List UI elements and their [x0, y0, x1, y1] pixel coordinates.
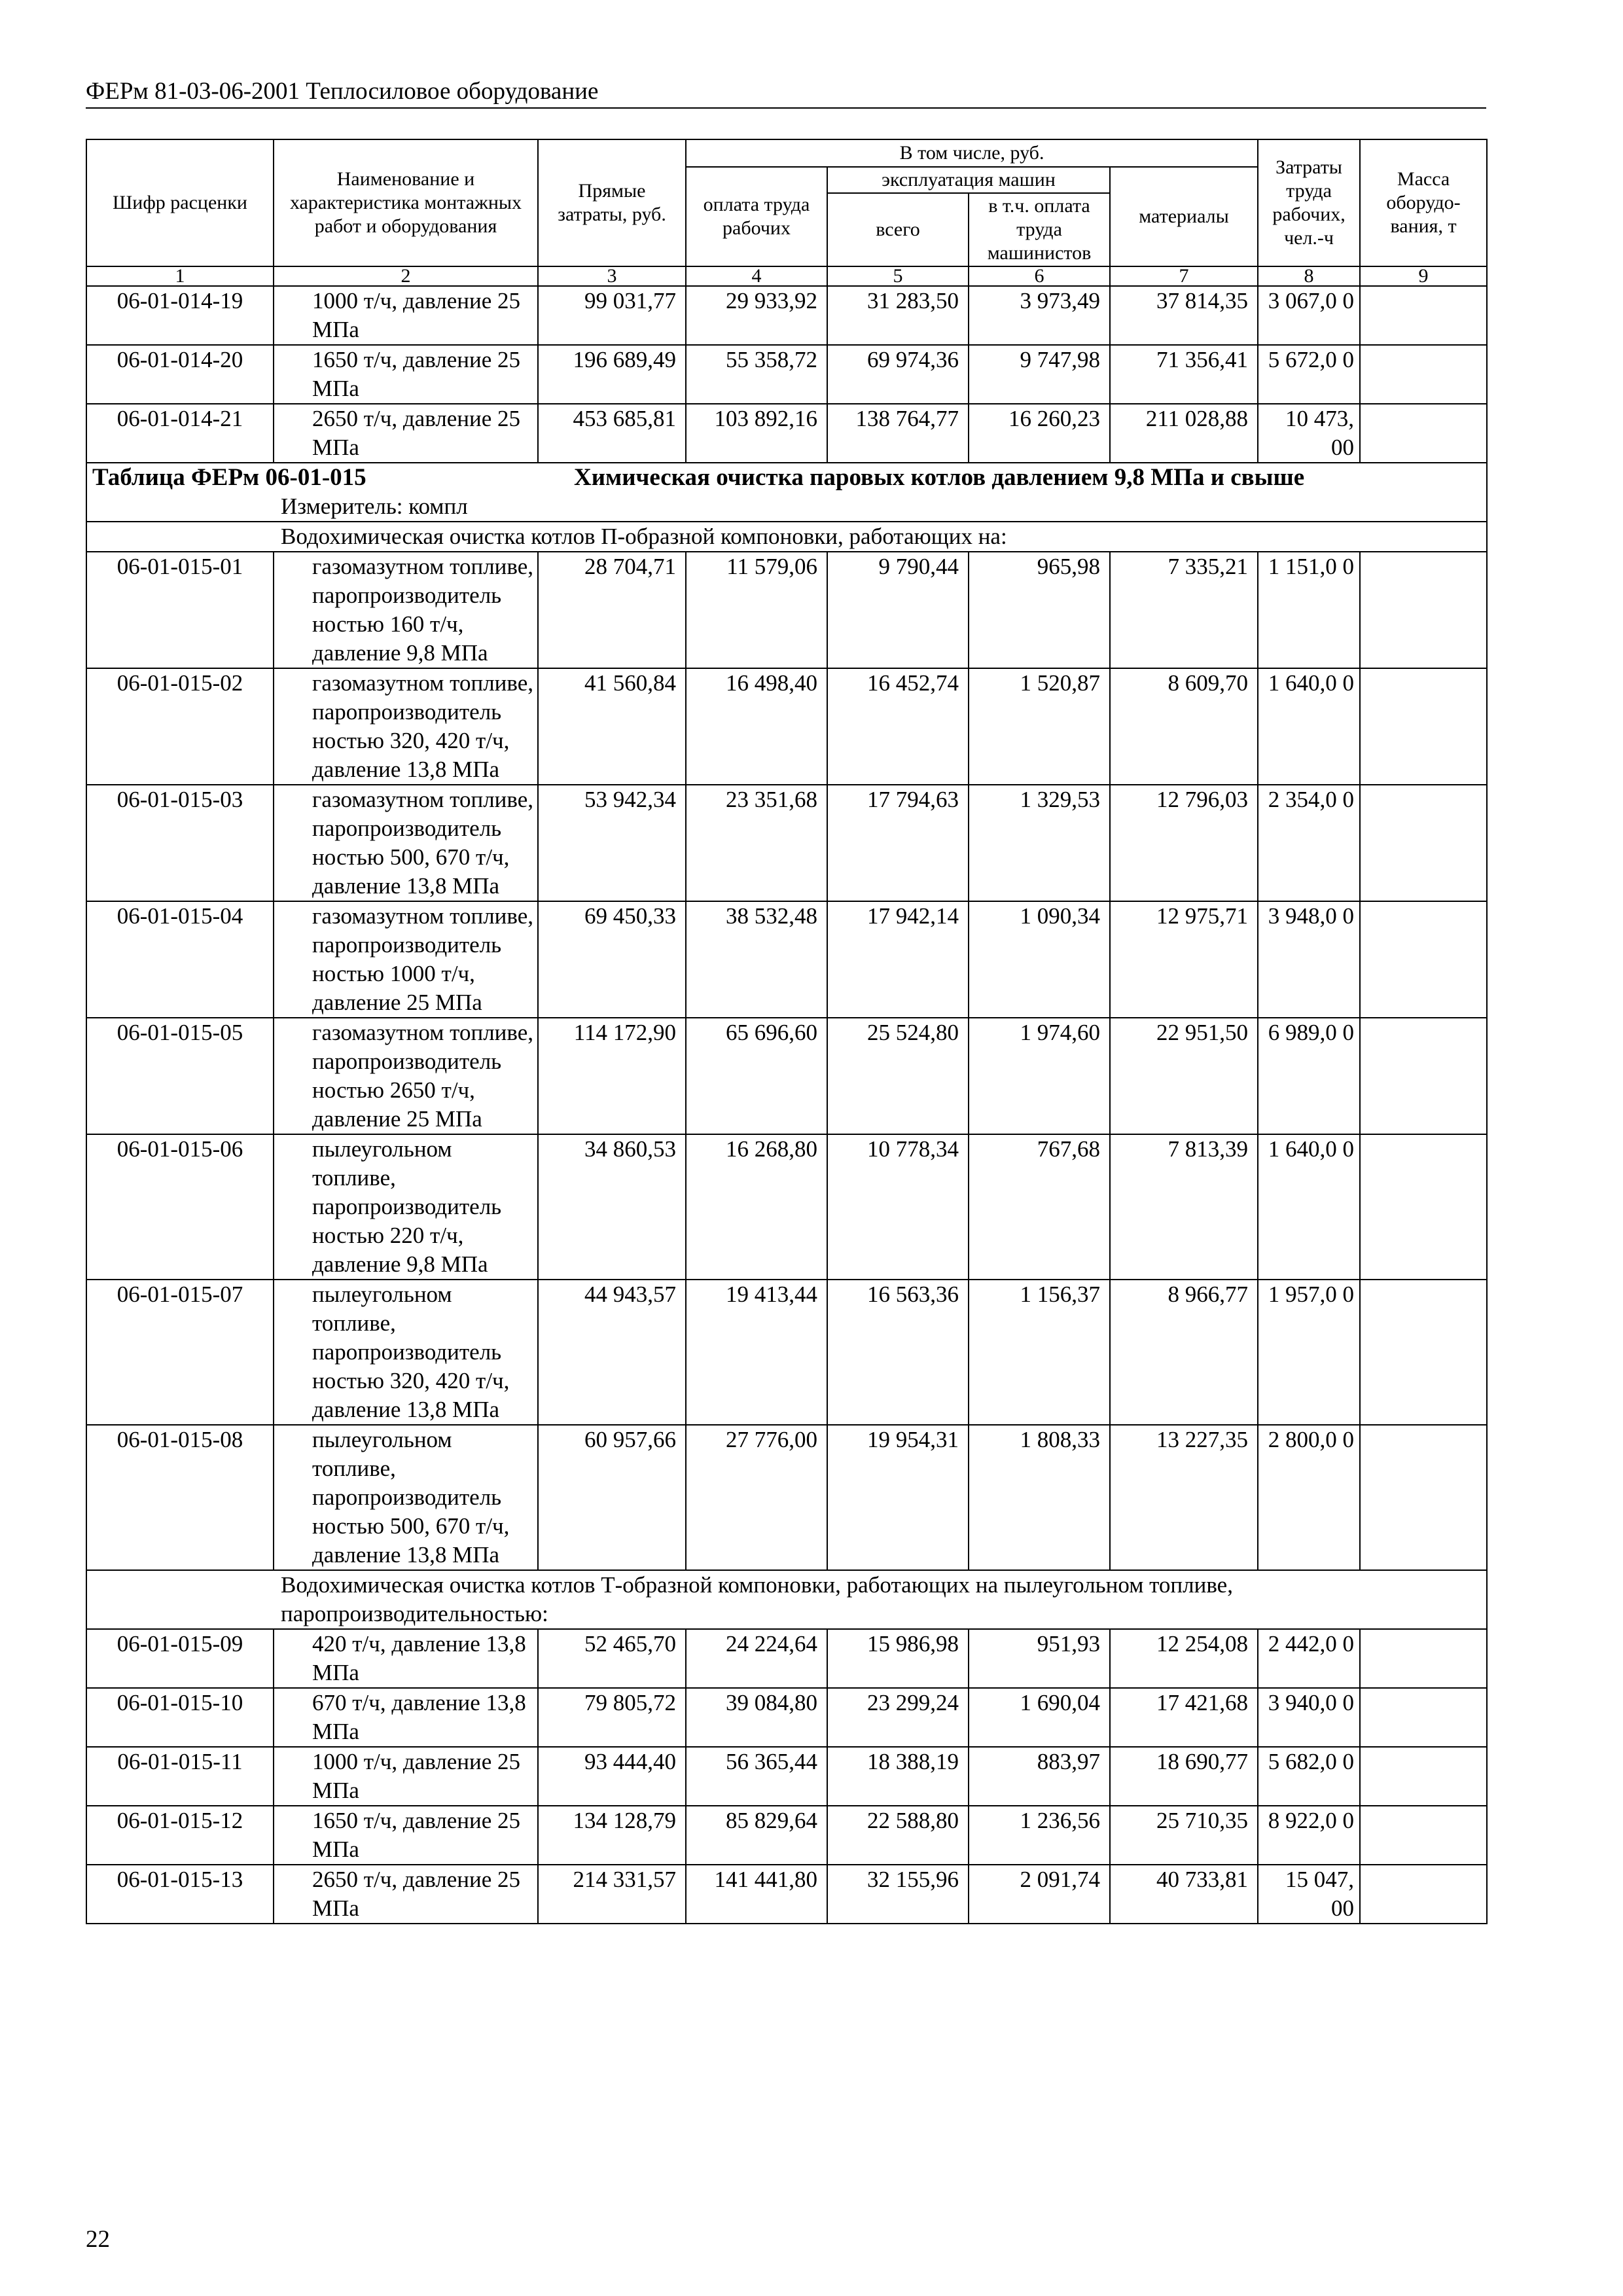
cell-machines-total: 15 986,98: [827, 1629, 969, 1688]
cell-code: 06-01-015-10: [86, 1688, 274, 1747]
cell-machines-wages: 1 974,60: [969, 1018, 1110, 1134]
cell-name: газомазутном топливе, паропроизводитель ностью 500, 670 т/ч, давление 13,8 МПа: [274, 785, 538, 901]
table-code-title: Таблица ФЕРм 06-01-015: [92, 464, 366, 491]
cell-name: 670 т/ч, давление 13,8 МПа: [274, 1688, 538, 1747]
cell-machines-total: 16 452,74: [827, 668, 969, 785]
cell-machines-total: 32 155,96: [827, 1865, 969, 1924]
cell-materials: 71 356,41: [1110, 345, 1258, 404]
col-direct-header: Прямые затраты, руб.: [538, 139, 686, 266]
cell-labor: 3 067,0 0: [1258, 286, 1360, 345]
table-head: [86, 139, 1487, 286]
cell-materials: 12 796,03: [1110, 785, 1258, 901]
col-mass-header: Масса оборудо-вания, т: [1360, 139, 1487, 266]
cell-machines-wages: 1 090,34: [969, 901, 1110, 1018]
cell-materials: 22 951,50: [1110, 1018, 1258, 1134]
cell-mass: [1360, 1629, 1487, 1688]
table-row: [86, 1018, 1487, 1134]
cell-mass: [1360, 404, 1487, 463]
cell-direct-costs: 196 689,49: [538, 345, 686, 404]
cell-materials: 12 975,71: [1110, 901, 1258, 1018]
column-numbers-row: [86, 266, 1487, 286]
cell-labor: 6 989,0 0: [1258, 1018, 1360, 1134]
cell-mass: [1360, 1747, 1487, 1806]
cell-machines-total: 25 524,80: [827, 1018, 969, 1134]
table-row: [86, 345, 1487, 404]
cell-machines-total: 9 790,44: [827, 552, 969, 668]
cell-code: 06-01-015-04: [86, 901, 274, 1018]
col-number: 2: [274, 266, 538, 286]
table-row: [86, 1629, 1487, 1688]
cell-labor: 5 682,0 0: [1258, 1747, 1360, 1806]
section-2-block: [86, 1570, 1487, 1629]
cell-wages: 19 413,44: [686, 1280, 827, 1425]
cell-machines-total: 69 974,36: [827, 345, 969, 404]
cell-name: 1000 т/ч, давление 25 МПа: [274, 286, 538, 345]
table-row: [86, 785, 1487, 901]
col-machines-header: эксплуатация машин: [827, 167, 1110, 193]
table-meter: Измеритель: компл: [86, 492, 1487, 522]
cell-code: 06-01-015-13: [86, 1865, 274, 1924]
cell-wages: 23 351,68: [686, 785, 827, 901]
cell-materials: 13 227,35: [1110, 1425, 1258, 1570]
cell-code: 06-01-015-07: [86, 1280, 274, 1425]
table-row: [86, 404, 1487, 463]
col-number: 5: [827, 266, 969, 286]
cell-materials: 7 335,21: [1110, 552, 1258, 668]
cell-machines-wages: 3 973,49: [969, 286, 1110, 345]
cell-code: 06-01-014-20: [86, 345, 274, 404]
cell-mass: [1360, 785, 1487, 901]
cell-materials: 18 690,77: [1110, 1747, 1258, 1806]
table-body-015-t: [86, 1629, 1487, 1924]
cell-code: 06-01-015-05: [86, 1018, 274, 1134]
cell-labor: 1 151,0 0: [1258, 552, 1360, 668]
cell-code: 06-01-015-09: [86, 1629, 274, 1688]
cell-machines-total: 17 794,63: [827, 785, 969, 901]
cell-labor: 2 800,0 0: [1258, 1425, 1360, 1570]
cell-code: 06-01-015-06: [86, 1134, 274, 1280]
cell-machines-wages: 1 329,53: [969, 785, 1110, 901]
cell-machines-total: 138 764,77: [827, 404, 969, 463]
cell-machines-total: 17 942,14: [827, 901, 969, 1018]
price-table-wrapper: [86, 139, 1486, 1924]
cell-name: газомазутном топливе, паропроизводитель ностью 1000 т/ч, давление 25 МПа: [274, 901, 538, 1018]
cell-machines-wages: 965,98: [969, 552, 1110, 668]
cell-machines-wages: 1 808,33: [969, 1425, 1110, 1570]
section-heading: Водохимическая очистка котлов П-образной компоновки, работающих на:: [86, 522, 1487, 552]
table-body-014: [86, 286, 1487, 463]
table-row: [86, 1280, 1487, 1425]
cell-labor: 10 473, 00: [1258, 404, 1360, 463]
cell-machines-wages: 16 260,23: [969, 404, 1110, 463]
cell-direct-costs: 41 560,84: [538, 668, 686, 785]
cell-labor: 3 948,0 0: [1258, 901, 1360, 1018]
table-row: [86, 1747, 1487, 1806]
table-row: [86, 286, 1487, 345]
col-number: 8: [1258, 266, 1360, 286]
cell-direct-costs: 114 172,90: [538, 1018, 686, 1134]
cell-labor: 3 940,0 0: [1258, 1688, 1360, 1747]
cell-machines-wages: 1 156,37: [969, 1280, 1110, 1425]
cell-name: 2650 т/ч, давление 25 МПа: [274, 1865, 538, 1924]
cell-labor: 1 640,0 0: [1258, 668, 1360, 785]
col-labor-header: Затраты труда рабочих, чел.-ч: [1258, 139, 1360, 266]
cell-labor: 5 672,0 0: [1258, 345, 1360, 404]
cell-labor: 2 442,0 0: [1258, 1629, 1360, 1688]
col-materials-header: материалы: [1110, 167, 1258, 266]
cell-name: пылеугольном топливе, паропроизводитель ностью 500, 670 т/ч, давление 13,8 МПа: [274, 1425, 538, 1570]
cell-direct-costs: 134 128,79: [538, 1806, 686, 1865]
cell-mass: [1360, 668, 1487, 785]
col-number: 9: [1360, 266, 1487, 286]
cell-name: газомазутном топливе, паропроизводитель ностью 2650 т/ч, давление 25 МПа: [274, 1018, 538, 1134]
cell-code: 06-01-015-11: [86, 1747, 274, 1806]
cell-materials: 40 733,81: [1110, 1865, 1258, 1924]
cell-labor: 1 640,0 0: [1258, 1134, 1360, 1280]
cell-mass: [1360, 1280, 1487, 1425]
cell-wages: 85 829,64: [686, 1806, 827, 1865]
col-number: 4: [686, 266, 827, 286]
cell-mass: [1360, 286, 1487, 345]
cell-labor: 8 922,0 0: [1258, 1806, 1360, 1865]
col-machines-wages-header: в т.ч. оплата труда машинистов: [969, 193, 1110, 266]
cell-mass: [1360, 1865, 1487, 1924]
cell-machines-total: 23 299,24: [827, 1688, 969, 1747]
cell-wages: 141 441,80: [686, 1865, 827, 1924]
cell-direct-costs: 28 704,71: [538, 552, 686, 668]
cell-mass: [1360, 1018, 1487, 1134]
cell-wages: 24 224,64: [686, 1629, 827, 1688]
cell-materials: 7 813,39: [1110, 1134, 1258, 1280]
table-015-title-block: [86, 463, 1487, 552]
cell-labor: 15 047, 00: [1258, 1865, 1360, 1924]
cell-wages: 16 498,40: [686, 668, 827, 785]
cell-materials: 17 421,68: [1110, 1688, 1258, 1747]
cell-name: 1650 т/ч, давление 25 МПа: [274, 1806, 538, 1865]
cell-direct-costs: 34 860,53: [538, 1134, 686, 1280]
col-wages-header: оплата труда рабочих: [686, 167, 827, 266]
cell-direct-costs: 214 331,57: [538, 1865, 686, 1924]
cell-wages: 65 696,60: [686, 1018, 827, 1134]
section-heading: Водохимическая очистка котлов Т-образной компоновки, работающих на пылеугольном топливе, паропроизводительностью:: [86, 1570, 1487, 1629]
cell-machines-wages: 951,93: [969, 1629, 1110, 1688]
col-machines-total-header: всего: [827, 193, 969, 266]
cell-code: 06-01-014-21: [86, 404, 274, 463]
cell-mass: [1360, 1134, 1487, 1280]
table-row: [86, 1134, 1487, 1280]
col-number: 6: [969, 266, 1110, 286]
cell-wages: 55 358,72: [686, 345, 827, 404]
cell-name: 2650 т/ч, давление 25 МПа: [274, 404, 538, 463]
table-body-015-p: [86, 552, 1487, 1570]
cell-name: 1000 т/ч, давление 25 МПа: [274, 1747, 538, 1806]
cell-mass: [1360, 552, 1487, 668]
cell-direct-costs: 99 031,77: [538, 286, 686, 345]
cell-mass: [1360, 345, 1487, 404]
cell-machines-wages: 1 520,87: [969, 668, 1110, 785]
table-row: [86, 668, 1487, 785]
cell-machines-total: 19 954,31: [827, 1425, 969, 1570]
col-number: 1: [86, 266, 274, 286]
cell-mass: [1360, 1688, 1487, 1747]
cell-code: 06-01-015-02: [86, 668, 274, 785]
cell-materials: 37 814,35: [1110, 286, 1258, 345]
cell-direct-costs: 93 444,40: [538, 1747, 686, 1806]
cell-wages: 39 084,80: [686, 1688, 827, 1747]
cell-materials: 8 609,70: [1110, 668, 1258, 785]
cell-code: 06-01-015-03: [86, 785, 274, 901]
cell-name: 1650 т/ч, давление 25 МПа: [274, 345, 538, 404]
cell-materials: 12 254,08: [1110, 1629, 1258, 1688]
cell-machines-wages: 883,97: [969, 1747, 1110, 1806]
cell-direct-costs: 69 450,33: [538, 901, 686, 1018]
cell-machines-wages: 1 690,04: [969, 1688, 1110, 1747]
cell-wages: 16 268,80: [686, 1134, 827, 1280]
cell-name: 420 т/ч, давление 13,8 МПа: [274, 1629, 538, 1688]
cell-code: 06-01-015-01: [86, 552, 274, 668]
page-header: ФЕРм 81-03-06-2001 Теплосиловое оборудование: [86, 77, 1486, 109]
cell-materials: 25 710,35: [1110, 1806, 1258, 1865]
col-including-header: В том числе, руб.: [686, 139, 1258, 167]
cell-name: газомазутном топливе, паропроизводитель ностью 160 т/ч, давление 9,8 МПа: [274, 552, 538, 668]
cell-machines-total: 16 563,36: [827, 1280, 969, 1425]
cell-labor: 1 957,0 0: [1258, 1280, 1360, 1425]
cell-name: пылеугольном топливе, паропроизводитель ностью 320, 420 т/ч, давление 13,8 МПа: [274, 1280, 538, 1425]
cell-machines-total: 31 283,50: [827, 286, 969, 345]
cell-wages: 56 365,44: [686, 1747, 827, 1806]
table-row: [86, 901, 1487, 1018]
cell-materials: 211 028,88: [1110, 404, 1258, 463]
cell-machines-wages: 1 236,56: [969, 1806, 1110, 1865]
cell-wages: 103 892,16: [686, 404, 827, 463]
cell-labor: 2 354,0 0: [1258, 785, 1360, 901]
cell-machines-wages: 9 747,98: [969, 345, 1110, 404]
cell-materials: 8 966,77: [1110, 1280, 1258, 1425]
cell-direct-costs: 52 465,70: [538, 1629, 686, 1688]
table-row: [86, 1425, 1487, 1570]
cell-mass: [1360, 1425, 1487, 1570]
table-name-title: Химическая очистка паровых котлов давлением 9,8 МПа и свыше: [574, 464, 1305, 491]
cell-direct-costs: 79 805,72: [538, 1688, 686, 1747]
cell-machines-total: 18 388,19: [827, 1747, 969, 1806]
cell-code: 06-01-015-12: [86, 1806, 274, 1865]
cell-machines-wages: 767,68: [969, 1134, 1110, 1280]
cell-name: газомазутном топливе, паропроизводитель ностью 320, 420 т/ч, давление 13,8 МПа: [274, 668, 538, 785]
cell-machines-total: 10 778,34: [827, 1134, 969, 1280]
cell-mass: [1360, 1806, 1487, 1865]
col-name-header: Наименование и характеристика монтажных работ и оборудования: [274, 139, 538, 266]
cell-machines-wages: 2 091,74: [969, 1865, 1110, 1924]
cell-wages: 27 776,00: [686, 1425, 827, 1570]
cell-wages: 38 532,48: [686, 901, 827, 1018]
cell-name: пылеугольном топливе, паропроизводитель ностью 220 т/ч, давление 9,8 МПа: [274, 1134, 538, 1280]
table-row: [86, 1806, 1487, 1865]
cell-direct-costs: 44 943,57: [538, 1280, 686, 1425]
page-number: 22: [86, 2226, 110, 2253]
col-code-header: Шифр расценки: [86, 139, 274, 266]
cell-wages: 29 933,92: [686, 286, 827, 345]
table-row: [86, 552, 1487, 668]
table-title-row: [86, 463, 1487, 492]
cell-code: 06-01-015-08: [86, 1425, 274, 1570]
cell-direct-costs: 453 685,81: [538, 404, 686, 463]
price-table: [86, 139, 1488, 1924]
cell-direct-costs: 60 957,66: [538, 1425, 686, 1570]
col-number: 7: [1110, 266, 1258, 286]
cell-direct-costs: 53 942,34: [538, 785, 686, 901]
table-row: [86, 1688, 1487, 1747]
table-row: [86, 1865, 1487, 1924]
col-number: 3: [538, 266, 686, 286]
cell-code: 06-01-014-19: [86, 286, 274, 345]
cell-mass: [1360, 901, 1487, 1018]
cell-machines-total: 22 588,80: [827, 1806, 969, 1865]
cell-wages: 11 579,06: [686, 552, 827, 668]
